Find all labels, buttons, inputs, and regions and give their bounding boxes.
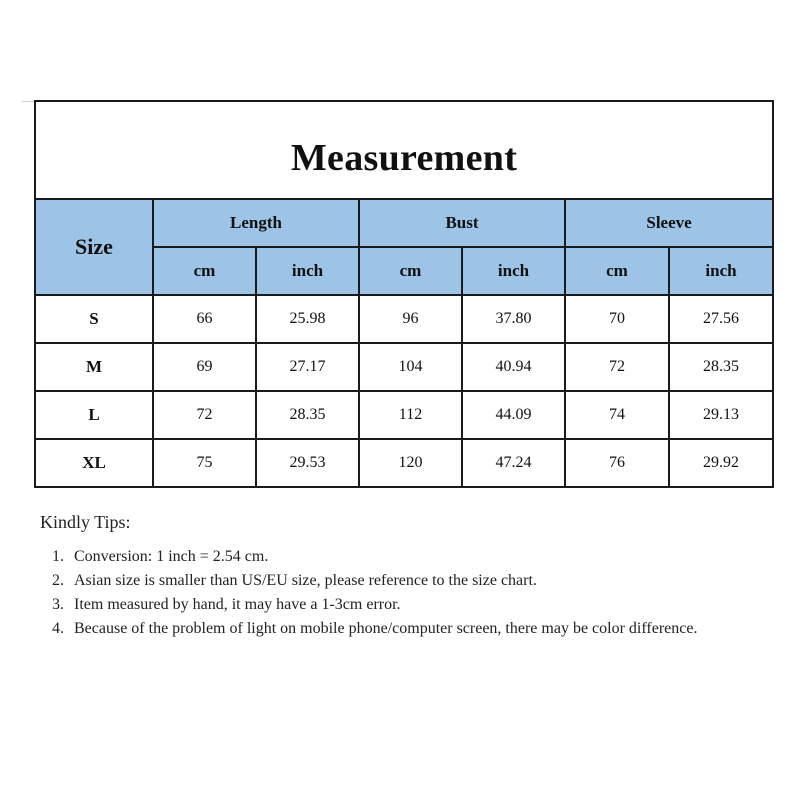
table-cell: 47.24 [462, 439, 565, 487]
size-label: M [35, 343, 153, 391]
size-label: S [35, 295, 153, 343]
table-cell: 104 [359, 343, 462, 391]
table-cell: 29.53 [256, 439, 359, 487]
table-cell: 25.98 [256, 295, 359, 343]
table-cell: 37.80 [462, 295, 565, 343]
decorative-edge [22, 101, 34, 102]
unit-header: inch [256, 247, 359, 295]
size-chart [34, 100, 772, 488]
table-cell: 29.92 [669, 439, 773, 487]
tips-list [40, 545, 760, 641]
table-row [35, 343, 773, 391]
table-row [35, 439, 773, 487]
table-cell: 72 [565, 343, 669, 391]
table-cell: 29.13 [669, 391, 773, 439]
unit-header: cm [153, 247, 256, 295]
table-cell: 75 [153, 439, 256, 487]
table-cell: 96 [359, 295, 462, 343]
table-cell: 74 [565, 391, 669, 439]
size-label: XL [35, 439, 153, 487]
unit-header: inch [669, 247, 773, 295]
table-cell: 27.56 [669, 295, 773, 343]
unit-header: inch [462, 247, 565, 295]
tips-title: Kindly Tips: [40, 512, 131, 532]
table-cell: 120 [359, 439, 462, 487]
table-cell: 28.35 [669, 343, 773, 391]
table-row [35, 391, 773, 439]
unit-header: cm [565, 247, 669, 295]
table-cell: 76 [565, 439, 669, 487]
title-cell [35, 101, 773, 199]
unit-header: cm [359, 247, 462, 295]
table-row [35, 295, 773, 343]
tips-section [40, 512, 760, 641]
group-header-sleeve: Sleeve [565, 199, 773, 247]
table-cell: 72 [153, 391, 256, 439]
table-cell: 27.17 [256, 343, 359, 391]
table-cell: 66 [153, 295, 256, 343]
group-header-length: Length [153, 199, 359, 247]
group-header-bust: Bust [359, 199, 565, 247]
tip-item: 1. Conversion: 1 inch = 2.54 cm. [68, 545, 760, 569]
table-cell: 44.09 [462, 391, 565, 439]
tip-item: 2. Asian size is smaller than US/EU size, please reference to the size chart. [68, 569, 760, 593]
table-cell: 112 [359, 391, 462, 439]
table-cell: 40.94 [462, 343, 565, 391]
table-cell: 28.35 [256, 391, 359, 439]
size-table [34, 100, 774, 488]
tip-item: 3. Item measured by hand, it may have a 1-3cm error. [68, 593, 760, 617]
page-title: Measurement [290, 137, 518, 179]
table-cell: 69 [153, 343, 256, 391]
size-label: L [35, 391, 153, 439]
size-header: Size [35, 199, 153, 295]
table-cell: 70 [565, 295, 669, 343]
tip-item: 4. Because of the problem of light on mobile phone/computer screen, there may be color difference. [68, 617, 760, 641]
